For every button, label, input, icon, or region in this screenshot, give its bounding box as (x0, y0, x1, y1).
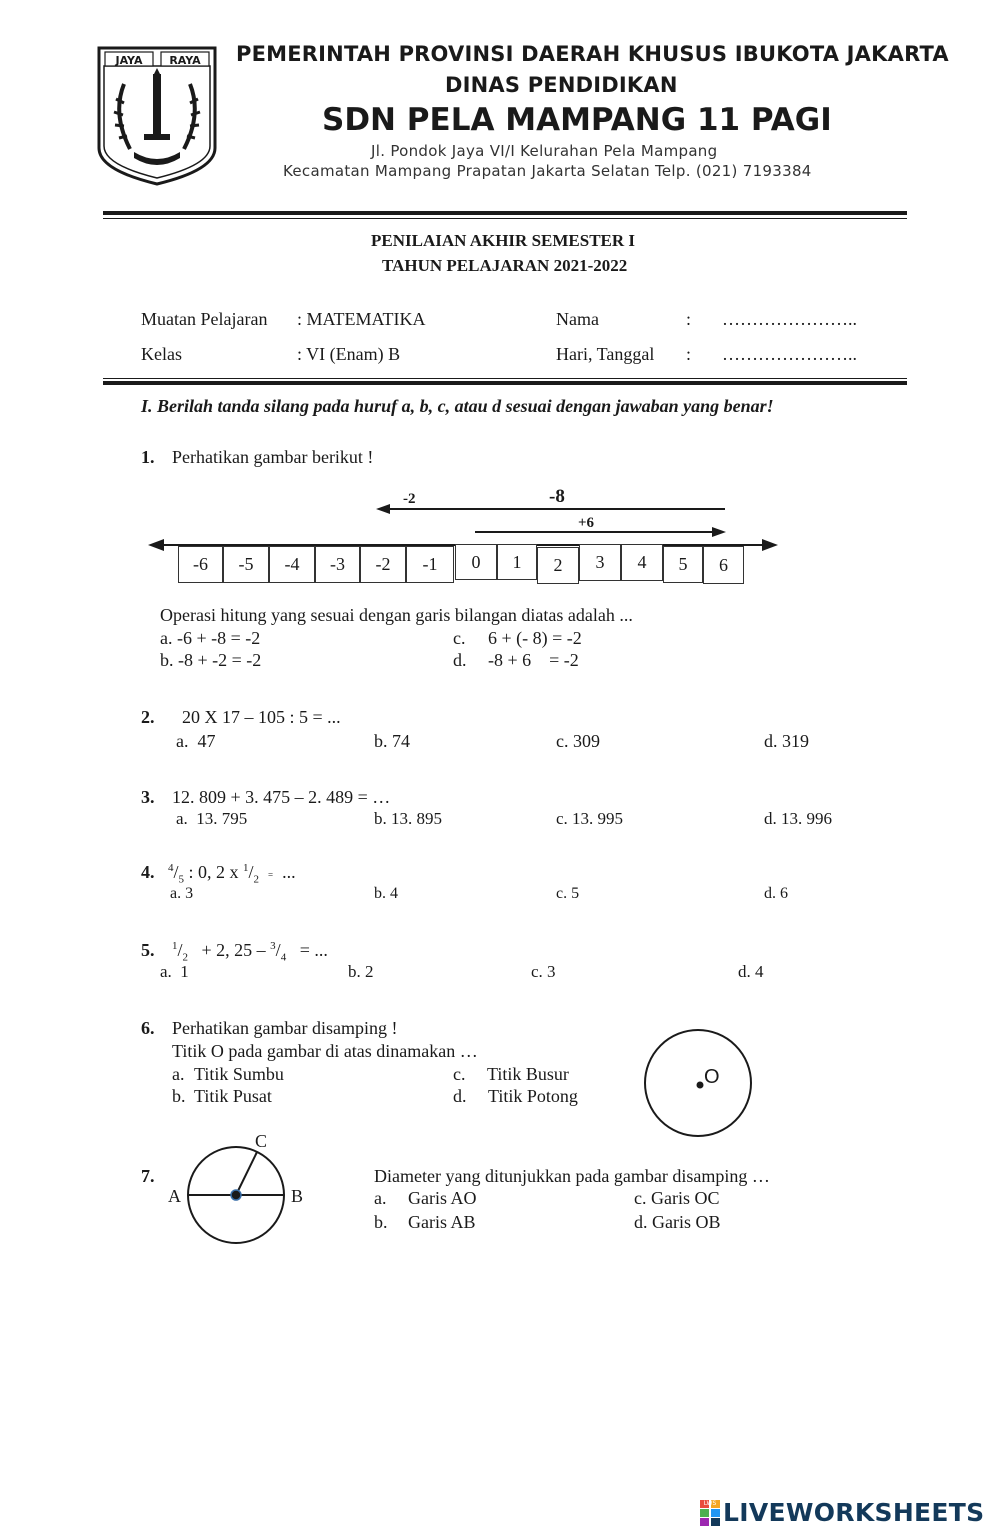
q7-question: Diameter yang ditunjukkan pada gambar disamping … (374, 1166, 770, 1186)
radius-oc (236, 1152, 257, 1195)
label-c: C (255, 1131, 268, 1151)
q2-option-c[interactable]: c. 309 (556, 731, 600, 751)
q6-option-c-letter: c. (453, 1064, 466, 1084)
q1-option-a[interactable]: a. -6 + -8 = -2 (160, 628, 261, 648)
q2-number: 2. (141, 707, 155, 727)
jakarta-crest-logo (94, 44, 220, 186)
q5-number: 5. (141, 940, 155, 960)
q1-option-c-letter: c. (453, 628, 466, 648)
q3-option-c[interactable]: c. 13. 995 (556, 809, 624, 828)
name-colon: : (686, 309, 692, 329)
q5-frac1-den: 2 (182, 951, 189, 964)
q5-option-b[interactable]: b. 2 (348, 962, 374, 981)
q1-text: Perhatikan gambar berikut ! (172, 447, 374, 467)
date-label: Hari, Tanggal (556, 344, 655, 364)
q4-option-a[interactable]: a. 3 (170, 885, 194, 902)
q5-option-c[interactable]: c. 3 (531, 962, 556, 981)
q5-expression: $^1/_2 + 2$, $25 - ^3/_4$ = ... (172, 940, 328, 964)
label-b: B (291, 1186, 304, 1206)
q4-expression: $^4/_5$ : 0, 2 x $^1/_2$ = ... (168, 862, 296, 886)
class-value: : VI (Enam) B (297, 344, 401, 364)
school-address-line2: Kecamatan Mampang Prapatan Jakarta Selatan Telp. (021) 7193384 (283, 162, 812, 180)
q4-equals: = (268, 870, 274, 880)
number-cell: 5 (663, 546, 703, 583)
number-cell: 2 (537, 547, 579, 584)
date-field[interactable]: ………………….. (722, 344, 857, 364)
subject-label: Muatan Pelajaran (141, 309, 268, 329)
number-cell: -4 (269, 546, 315, 583)
q4-mid: : 0, 2 x (184, 862, 244, 882)
q1-option-b[interactable]: b. -8 + -2 = -2 (160, 650, 262, 670)
class-label: Kelas (141, 344, 182, 364)
q6-option-d-letter: d. (453, 1086, 467, 1106)
info-divider-thick (103, 381, 907, 385)
q3-text: 12. 809 + 3. 475 – 2. 489 = … (172, 787, 391, 807)
q6-question: Titik O pada gambar di atas dinamakan … (172, 1041, 478, 1061)
q6-text: Perhatikan gambar disamping ! (172, 1018, 398, 1038)
number-cell: -5 (223, 546, 269, 583)
number-cell: 0 (455, 544, 497, 580)
q5-option-a[interactable]: a. 1 (160, 962, 189, 981)
number-cell: 3 (579, 544, 621, 581)
q2-option-b[interactable]: b. 74 (374, 731, 410, 751)
q7-option-b-letter: b. (374, 1212, 388, 1232)
date-colon: : (686, 344, 692, 364)
q6-option-d[interactable]: Titik Potong (488, 1086, 578, 1106)
center-point (697, 1082, 704, 1089)
q3-option-b[interactable]: b. 13. 895 (374, 809, 442, 828)
q1-number: 1. (141, 447, 155, 467)
q2-text: 20 X 17 – 105 : 5 = ... (182, 707, 341, 727)
q3-option-d[interactable]: d. 13. 996 (764, 809, 832, 828)
q6-option-b[interactable]: Titik Pusat (194, 1086, 272, 1106)
q7-option-a[interactable]: Garis AO (408, 1188, 477, 1208)
number-cell: -6 (178, 546, 223, 583)
liveworksheets-brand[interactable]: LIVEWORKSHEETS (723, 1498, 985, 1527)
q1-option-d[interactable]: -8 + 6 = -2 (488, 650, 579, 670)
header-divider-thick (103, 211, 907, 215)
name-field[interactable]: ………………….. (722, 309, 857, 329)
q5-mid: + 2, 25 – (188, 940, 271, 960)
q5-frac2-den: 4 (280, 951, 287, 964)
arrow-label-minus8: -8 (549, 486, 565, 507)
q7-number: 7. (141, 1166, 155, 1186)
label-a: A (168, 1186, 181, 1206)
school-address-line1: Jl. Pondok Jaya VI/I Kelurahan Pela Mampang (371, 142, 718, 160)
q1-option-d-letter: d. (453, 650, 467, 670)
q7-option-c[interactable]: c. Garis OC (634, 1188, 720, 1208)
liveworksheets-icon-letters: LWS (703, 1500, 717, 1507)
q4-frac1-num: 4 (168, 862, 174, 874)
q1-question: Operasi hitung yang sesuai dengan garis bilangan diatas adalah ... (160, 605, 633, 625)
q4-end: ... (282, 862, 296, 882)
point-o-label: O (704, 1066, 720, 1088)
q5-frac2-num: 3 (270, 940, 276, 952)
header-government: PEMERINTAH PROVINSI DAERAH KHUSUS IBUKOTA JAKARTA (236, 42, 949, 66)
school-name: SDN PELA MAMPANG 11 PAGI (322, 102, 832, 138)
logo-text-right: RAYA (169, 54, 201, 67)
q6-number: 6. (141, 1018, 155, 1038)
q6-option-a[interactable]: Titik Sumbu (194, 1064, 284, 1084)
q7-option-a-letter: a. (374, 1188, 387, 1208)
q4-frac2-num: 1 (243, 862, 249, 874)
q5-end: = ... (286, 940, 328, 960)
q4-option-b[interactable]: b. 4 (374, 885, 398, 902)
number-cell: 6 (703, 546, 744, 584)
q4-frac1-den: 5 (178, 873, 185, 886)
q7-option-d[interactable]: d. Garis OB (634, 1212, 721, 1232)
subject-value: : MATEMATIKA (297, 309, 426, 329)
arrow-label-minus2: -2 (403, 491, 416, 507)
number-cell: -3 (315, 546, 360, 583)
q6-option-a-letter: a. (172, 1064, 185, 1084)
name-label: Nama (556, 309, 599, 329)
q6-circle-diagram (640, 1026, 760, 1142)
q4-frac2-den: 2 (253, 873, 260, 886)
q3-option-a[interactable]: a. 13. 795 (176, 809, 248, 828)
exam-year: TAHUN PELAJARAN 2021-2022 (382, 256, 628, 275)
q2-option-d[interactable]: d. 319 (764, 731, 809, 751)
number-cell: 4 (621, 544, 663, 581)
q4-option-c[interactable]: c. 5 (556, 885, 580, 902)
logo-text-left: JAYA (115, 54, 143, 67)
q7-option-b[interactable]: Garis AB (408, 1212, 476, 1232)
q5-frac1-num: 1 (172, 940, 178, 952)
arrow-label-plus6: +6 (578, 515, 595, 531)
number-cell: -1 (406, 546, 454, 583)
q5-option-d[interactable]: d. 4 (738, 962, 764, 981)
info-divider-thin (103, 378, 907, 379)
q2-option-a[interactable]: a. 47 (176, 731, 216, 751)
q6-option-b-letter: b. (172, 1086, 186, 1106)
q4-option-d[interactable]: d. 6 (764, 885, 788, 902)
number-cell: 1 (497, 544, 537, 580)
q6-option-c[interactable]: Titik Busur (487, 1064, 569, 1084)
instruction: I. Berilah tanda silang pada huruf a, b, c, atau d sesuai dengan jawaban yang benar! (141, 396, 774, 416)
header-divider-thin (103, 218, 907, 219)
q7-circle-diagram (160, 1128, 310, 1248)
exam-title: PENILAIAN AKHIR SEMESTER I (371, 231, 636, 250)
q4-number: 4. (141, 862, 155, 882)
center-point (231, 1190, 241, 1200)
number-cell: -2 (360, 546, 406, 583)
q3-number: 3. (141, 787, 155, 807)
q1-option-c[interactable]: 6 + (- 8) = -2 (488, 628, 582, 648)
header-department: DINAS PENDIDIKAN (445, 73, 678, 97)
